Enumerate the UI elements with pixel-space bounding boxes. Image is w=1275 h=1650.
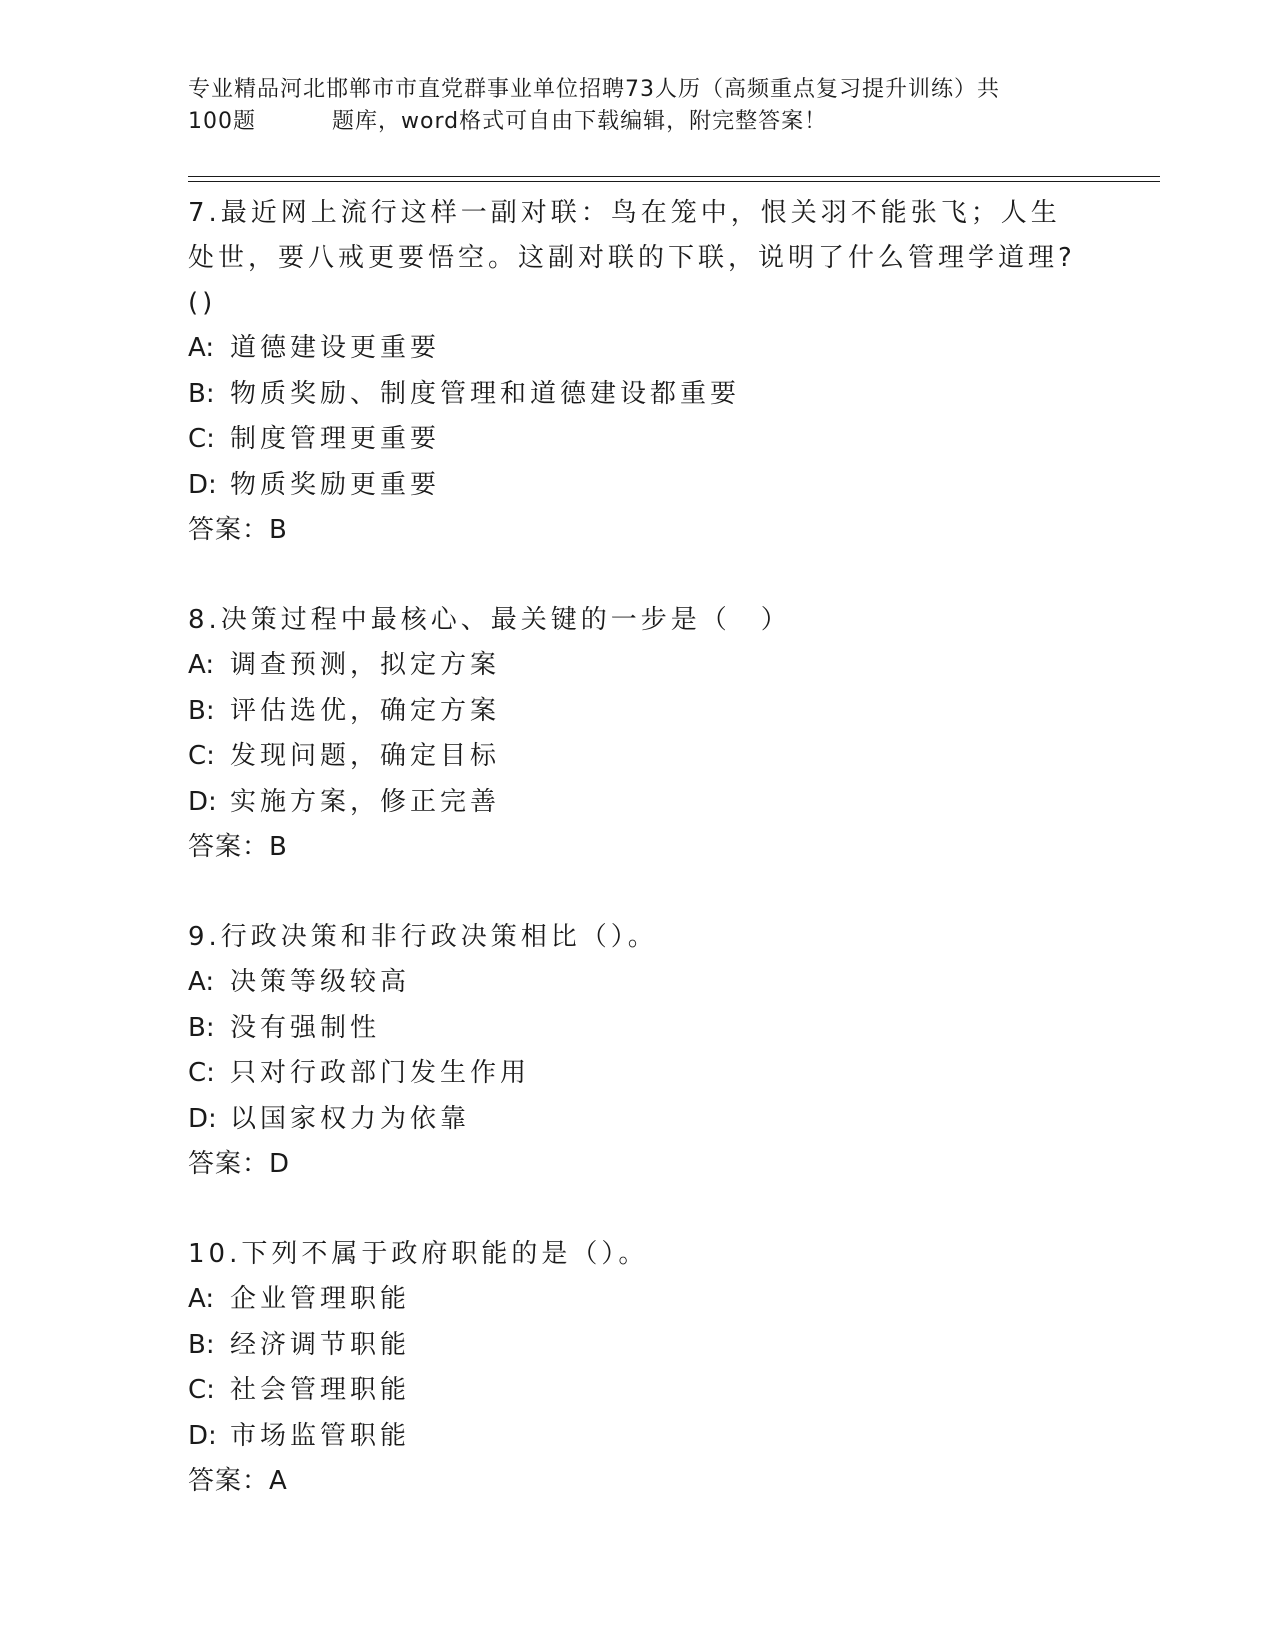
question-item <box>188 191 1088 553</box>
option-text: 只对行政部门发生作用 <box>230 1058 531 1088</box>
option-letter: D: <box>188 786 217 817</box>
question-item <box>188 1232 1088 1504</box>
option-d <box>188 1097 1088 1143</box>
option-letter: C: <box>188 424 215 454</box>
option-text: 制度管理更重要 <box>230 424 441 454</box>
option-text: 评估选优，确定方案 <box>230 695 501 726</box>
option-letter: D: <box>188 469 217 500</box>
question-list <box>188 191 1088 1504</box>
option-letter: B: <box>188 695 215 726</box>
option-letter: A: <box>188 650 215 680</box>
option-letter: A: <box>188 1284 215 1314</box>
option-a <box>188 960 1088 1006</box>
option-text: 没有强制性 <box>230 1012 381 1043</box>
option-text: 决策等级较高 <box>230 967 411 997</box>
question-text: 9.行政决策和非行政决策相比（）。 <box>188 922 658 952</box>
option-d <box>188 780 1088 826</box>
header-title-line2 <box>188 106 1088 138</box>
header-description: 题库，word格式可自由下载编辑，附完整答案！ <box>332 109 828 134</box>
header-question-count: 100题 <box>188 109 256 134</box>
option-text: 物质奖励、制度管理和道德建设都重要 <box>230 378 741 409</box>
option-a <box>188 1277 1088 1323</box>
option-text: 发现问题，确定目标 <box>230 741 501 771</box>
option-text: 市场监管职能 <box>230 1420 411 1451</box>
option-letter: C: <box>188 741 215 771</box>
option-text: 以国家权力为依靠 <box>230 1103 471 1134</box>
option-letter: A: <box>188 333 215 363</box>
option-text: 道德建设更重要 <box>230 333 441 363</box>
answer-line: 答案：B <box>188 832 288 862</box>
header-divider-bottom <box>188 181 1160 182</box>
option-letter: B: <box>188 1012 215 1043</box>
question-text: 7.最近网上流行这样一副对联：鸟在笼中，恨关羽不能张飞；人生处世，要八戒更要悟空。这副对联的下联，说明了什么管理学道理?() <box>188 198 1076 318</box>
option-letter: C: <box>188 1375 215 1405</box>
option-text: 经济调节职能 <box>230 1329 411 1360</box>
option-c <box>188 1051 1088 1097</box>
option-letter: C: <box>188 1058 215 1088</box>
option-letter: A: <box>188 967 215 997</box>
option-text: 企业管理职能 <box>230 1284 411 1314</box>
answer-line: 答案：A <box>188 1466 288 1496</box>
option-a <box>188 326 1088 372</box>
option-letter: B: <box>188 1329 215 1360</box>
answer-line: 答案：D <box>188 1149 291 1179</box>
option-b <box>188 372 1088 418</box>
option-b <box>188 1006 1088 1052</box>
option-a <box>188 643 1088 689</box>
option-d <box>188 463 1088 509</box>
option-letter: D: <box>188 1103 217 1134</box>
question-item <box>188 598 1088 870</box>
option-c <box>188 734 1088 780</box>
option-b <box>188 689 1088 735</box>
option-letter: D: <box>188 1420 217 1451</box>
option-d <box>188 1414 1088 1460</box>
question-item <box>188 915 1088 1187</box>
answer-line: 答案：B <box>188 515 288 545</box>
header-title-line1: 专业精品河北邯郸市市直党群事业单位招聘73人历（高频重点复习提升训练）共 <box>188 77 1000 102</box>
option-c <box>188 1368 1088 1414</box>
document-header <box>188 74 1088 138</box>
header-divider-top <box>188 176 1160 177</box>
question-text: 10.下列不属于政府职能的是（）。 <box>188 1239 649 1269</box>
option-c <box>188 417 1088 463</box>
option-b <box>188 1323 1088 1369</box>
option-text: 物质奖励更重要 <box>230 469 441 500</box>
option-text: 调查预测，拟定方案 <box>230 650 501 680</box>
option-letter: B: <box>188 378 215 409</box>
question-text: 8.决策过程中最核心、最关键的一步是（ ） <box>188 605 791 635</box>
option-text: 实施方案，修正完善 <box>230 786 501 817</box>
option-text: 社会管理职能 <box>230 1375 411 1405</box>
